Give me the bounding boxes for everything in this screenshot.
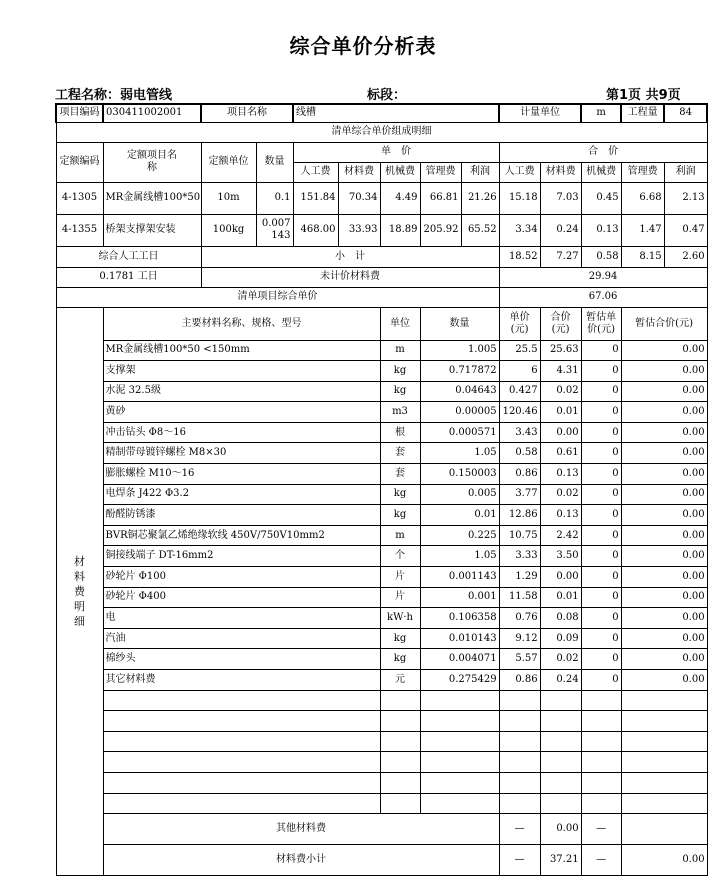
material-est-unit: 0 [581, 464, 621, 485]
name-value: 线槽 [293, 104, 499, 122]
material-est-unit [581, 772, 621, 793]
material-qty: 0.004071 [420, 649, 499, 670]
material-total: 0.61 [540, 443, 581, 464]
material-est-unit: 0 [581, 525, 621, 546]
empty-row [56, 793, 707, 814]
subtotal-machine: 0.58 [581, 246, 621, 267]
material-price: 5.57 [499, 649, 540, 670]
material-qty: 1.05 [420, 546, 499, 567]
material-est-total [621, 711, 707, 732]
code-label: 项目编码 [56, 104, 103, 122]
material-qty: 0.005 [420, 484, 499, 505]
tp-labor: 3.34 [499, 214, 540, 246]
mat-header-est-total: 暂估合价(元) [621, 307, 707, 340]
material-est-unit: 0 [581, 649, 621, 670]
tp-machine: 0.13 [581, 214, 621, 246]
header-quantity: 数量 [256, 142, 293, 182]
material-row [56, 464, 707, 485]
material-unit: m [380, 525, 420, 546]
material-est-total [621, 731, 707, 752]
material-qty: 0.225 [420, 525, 499, 546]
labor-days: 0.1781 工日 [56, 267, 201, 287]
material-row [56, 628, 707, 649]
material-price [499, 793, 540, 814]
material-price [499, 690, 540, 711]
material-total [540, 711, 581, 732]
mat-header-total: 合价(元) [540, 307, 581, 340]
material-row [56, 443, 707, 464]
material-price [499, 772, 540, 793]
material-name: 其它材料费 [103, 670, 380, 691]
material-qty: 0.106358 [420, 608, 499, 629]
material-total [540, 690, 581, 711]
header-unit-price: 单 价 [293, 142, 499, 162]
tp-material: 7.03 [540, 182, 581, 214]
material-qty: 0.04643 [420, 381, 499, 402]
material-unit [380, 793, 420, 814]
material-est-total: 0.00 [621, 608, 707, 629]
material-est-total [621, 793, 707, 814]
unpriced-label: 未计价材料费 [201, 267, 499, 287]
material-name [103, 711, 380, 732]
analysis-table [55, 103, 708, 876]
material-row [56, 608, 707, 629]
material-price: 25.5 [499, 340, 540, 361]
material-qty: 0.275429 [420, 670, 499, 691]
material-total: 0.24 [540, 670, 581, 691]
material-row [56, 587, 707, 608]
up-material: 70.34 [338, 182, 380, 214]
material-qty [420, 772, 499, 793]
up-management: 66.81 [420, 182, 461, 214]
material-qty: 0.150003 [420, 464, 499, 485]
material-total: 25.63 [540, 340, 581, 361]
material-unit [380, 752, 420, 773]
empty-row [56, 731, 707, 752]
mat-header-unit-price: 单价(元) [499, 307, 540, 340]
material-total [540, 752, 581, 773]
material-est-total: 0.00 [621, 670, 707, 691]
header-up-management: 管理费 [420, 162, 461, 182]
material-name: 汽油 [103, 628, 380, 649]
section-label: 标段： [367, 88, 407, 103]
material-price: 0.86 [499, 670, 540, 691]
quota-qty: 0.007143 [256, 214, 293, 246]
material-est-total: 0.00 [621, 567, 707, 588]
mat-header-name: 主要材料名称、规格、型号 [103, 307, 380, 340]
name-label: 项目名称 [201, 104, 293, 122]
material-total: 0.09 [540, 628, 581, 649]
material-price: 3.33 [499, 546, 540, 567]
material-name: 冲击钻头 Φ8～16 [103, 422, 380, 443]
material-price [499, 711, 540, 732]
material-est-total [621, 690, 707, 711]
material-est-unit: 0 [581, 628, 621, 649]
page-info: 第1页 共9页 [606, 88, 681, 103]
material-total: 3.50 [540, 546, 581, 567]
composite-label: 清单项目综合单价 [56, 287, 499, 307]
material-total: 0.02 [540, 381, 581, 402]
up-machine: 18.89 [380, 214, 420, 246]
material-unit: m3 [380, 402, 420, 423]
material-est-total: 0.00 [621, 422, 707, 443]
unit-label: 计量单位 [499, 104, 581, 122]
material-name: MR金属线槽100*50 <150mm [103, 340, 380, 361]
subtotal-management: 8.15 [621, 246, 664, 267]
material-est-total [621, 752, 707, 773]
material-qty: 0.00005 [420, 402, 499, 423]
material-unit [380, 711, 420, 732]
material-total: 0.02 [540, 484, 581, 505]
material-price [499, 752, 540, 773]
material-row [56, 505, 707, 526]
material-row [56, 422, 707, 443]
material-unit: kg [380, 361, 420, 382]
material-est-total: 0.00 [621, 381, 707, 402]
other-material-total: 0.00 [540, 814, 581, 845]
material-est-unit [581, 752, 621, 773]
tp-profit: 0.47 [664, 214, 707, 246]
material-total: 0.13 [540, 505, 581, 526]
material-unit: 片 [380, 587, 420, 608]
material-total: 0.01 [540, 402, 581, 423]
material-total: 0.01 [540, 587, 581, 608]
tp-machine: 0.45 [581, 182, 621, 214]
material-price: 10.75 [499, 525, 540, 546]
up-labor: 151.84 [293, 182, 338, 214]
quota-unit: 10m [201, 182, 256, 214]
tp-management: 6.68 [621, 182, 664, 214]
empty-row [56, 711, 707, 732]
material-est-total: 0.00 [621, 628, 707, 649]
header-total-price: 合 价 [499, 142, 707, 162]
header-quota-unit: 定额单位 [201, 142, 256, 182]
material-est-total: 0.00 [621, 587, 707, 608]
tp-labor: 15.18 [499, 182, 540, 214]
material-name: BVR铜芯聚氯乙烯绝缘软线 450V/750V10mm2 [103, 525, 380, 546]
up-labor: 468.00 [293, 214, 338, 246]
material-name: 砂轮片 Φ400 [103, 587, 380, 608]
mat-header-est-unit: 暂估单价(元) [581, 307, 621, 340]
header-tp-machine: 机械费 [581, 162, 621, 182]
material-total: 0.00 [540, 567, 581, 588]
material-est-unit: 0 [581, 567, 621, 588]
header-tp-management: 管理费 [621, 162, 664, 182]
other-material-row [56, 814, 707, 845]
material-row [56, 340, 707, 361]
other-material-est-total [621, 814, 707, 845]
material-price: 3.43 [499, 422, 540, 443]
material-subtotal-row [56, 845, 707, 876]
material-subtotal-price: — [499, 845, 540, 876]
header-up-machine: 机械费 [380, 162, 420, 182]
material-est-total: 0.00 [621, 443, 707, 464]
other-material-est: — [581, 814, 621, 845]
material-price [499, 731, 540, 752]
material-qty: 0.010143 [420, 628, 499, 649]
quota-name: MR金属线槽100*50 [103, 182, 201, 214]
material-unit: 套 [380, 464, 420, 485]
material-est-unit [581, 793, 621, 814]
header-up-labor: 人工费 [293, 162, 338, 182]
header-tp-labor: 人工费 [499, 162, 540, 182]
material-est-unit: 0 [581, 443, 621, 464]
page-title: 综合单价分析表 [289, 34, 437, 58]
material-price: 1.29 [499, 567, 540, 588]
material-name: 棉纱头 [103, 649, 380, 670]
quota-code: 4-1305 [56, 182, 103, 214]
material-row [56, 567, 707, 588]
material-unit: m [380, 340, 420, 361]
subtotal-labor: 18.52 [499, 246, 540, 267]
material-est-total [621, 772, 707, 793]
material-row [56, 484, 707, 505]
code-value: 030411002001 [103, 104, 201, 122]
material-name [103, 731, 380, 752]
material-qty [420, 690, 499, 711]
material-est-total: 0.00 [621, 464, 707, 485]
material-total: 2.42 [540, 525, 581, 546]
material-est-unit [581, 731, 621, 752]
mat-header-unit: 单位 [380, 307, 420, 340]
material-qty: 0.717872 [420, 361, 499, 382]
material-price: 11.58 [499, 587, 540, 608]
material-unit: kg [380, 381, 420, 402]
material-name: 支撑架 [103, 361, 380, 382]
qty-label: 工程量 [621, 104, 664, 122]
material-unit: kg [380, 628, 420, 649]
material-qty: 0.01 [420, 505, 499, 526]
material-est-unit: 0 [581, 587, 621, 608]
material-qty: 0.001 [420, 587, 499, 608]
material-est-unit: 0 [581, 402, 621, 423]
material-total: 4.31 [540, 361, 581, 382]
material-est-unit: 0 [581, 505, 621, 526]
material-unit: kg [380, 505, 420, 526]
material-est-unit: 0 [581, 422, 621, 443]
material-unit [380, 772, 420, 793]
unpriced-value: 29.94 [499, 267, 707, 287]
material-price: 0.58 [499, 443, 540, 464]
material-qty: 0.000571 [420, 422, 499, 443]
material-total: 0.02 [540, 649, 581, 670]
material-unit: kg [380, 649, 420, 670]
quota-code: 4-1355 [56, 214, 103, 246]
material-price: 0.427 [499, 381, 540, 402]
quota-name: 桥架支撑架安装 [103, 214, 201, 246]
table-row [56, 182, 707, 214]
material-est-total: 0.00 [621, 402, 707, 423]
material-est-total: 0.00 [621, 546, 707, 567]
material-row [56, 649, 707, 670]
table-row [56, 214, 707, 246]
material-name [103, 772, 380, 793]
up-profit: 21.26 [461, 182, 499, 214]
material-est-unit: 0 [581, 546, 621, 567]
material-row [56, 402, 707, 423]
material-est-unit [581, 690, 621, 711]
material-est-unit: 0 [581, 381, 621, 402]
material-est-unit: 0 [581, 670, 621, 691]
subtotal-label: 小 计 [201, 246, 499, 267]
material-est-unit: 0 [581, 484, 621, 505]
other-material-price: — [499, 814, 540, 845]
tp-management: 1.47 [621, 214, 664, 246]
material-unit [380, 731, 420, 752]
material-row [56, 361, 707, 382]
quota-unit: 100kg [201, 214, 256, 246]
composition-title: 清单综合单价组成明细 [56, 122, 707, 142]
material-price: 6 [499, 361, 540, 382]
other-material-label: 其他材料费 [103, 814, 499, 845]
up-profit: 65.52 [461, 214, 499, 246]
tp-profit: 2.13 [664, 182, 707, 214]
material-name: 铜接线端子 DT-16mm2 [103, 546, 380, 567]
material-total: 0.08 [540, 608, 581, 629]
unit-value: m [581, 104, 621, 122]
material-subtotal-est-total: 0.00 [621, 845, 707, 876]
material-est-total: 0.00 [621, 649, 707, 670]
item-info-row [56, 104, 707, 122]
material-qty [420, 793, 499, 814]
material-unit: 根 [380, 422, 420, 443]
material-est-unit: 0 [581, 340, 621, 361]
material-price: 12.86 [499, 505, 540, 526]
header-up-profit: 利润 [461, 162, 499, 182]
material-name: 电焊条 J422 Φ3.2 [103, 484, 380, 505]
material-unit: kg [380, 484, 420, 505]
quota-qty: 0.1 [256, 182, 293, 214]
material-price: 9.12 [499, 628, 540, 649]
material-qty: 1.05 [420, 443, 499, 464]
material-qty: 1.005 [420, 340, 499, 361]
material-est-total: 0.00 [621, 484, 707, 505]
material-total [540, 731, 581, 752]
material-row [56, 670, 707, 691]
empty-row [56, 752, 707, 773]
header-tp-profit: 利润 [664, 162, 707, 182]
material-qty [420, 711, 499, 732]
material-name: 酚醛防锈漆 [103, 505, 380, 526]
material-total: 0.00 [540, 422, 581, 443]
material-est-unit: 0 [581, 361, 621, 382]
material-unit: 个 [380, 546, 420, 567]
material-est-total: 0.00 [621, 340, 707, 361]
header-quota-code: 定额编码 [56, 142, 103, 182]
header-tp-material: 材料费 [540, 162, 581, 182]
material-est-total: 0.00 [621, 361, 707, 382]
material-unit: 套 [380, 443, 420, 464]
material-est-unit [581, 711, 621, 732]
composite-value: 67.06 [499, 287, 707, 307]
material-unit: kW·h [380, 608, 420, 629]
qty-value: 84 [664, 104, 707, 122]
material-total: 0.13 [540, 464, 581, 485]
empty-row [56, 772, 707, 793]
material-name [103, 793, 380, 814]
material-qty [420, 752, 499, 773]
material-price: 0.76 [499, 608, 540, 629]
material-unit: 元 [380, 670, 420, 691]
material-name [103, 690, 380, 711]
material-unit: 片 [380, 567, 420, 588]
material-subtotal-label: 材料费小计 [103, 845, 499, 876]
material-total [540, 772, 581, 793]
empty-row [56, 690, 707, 711]
material-unit [380, 690, 420, 711]
project-name: 工程名称：弱电管线 [55, 88, 173, 103]
material-price: 0.86 [499, 464, 540, 485]
subtotal-material: 7.27 [540, 246, 581, 267]
material-subtotal-total: 37.21 [540, 845, 581, 876]
material-total [540, 793, 581, 814]
material-name: 膨胀螺栓 M10～16 [103, 464, 380, 485]
material-qty: 0.001143 [420, 567, 499, 588]
material-row [56, 546, 707, 567]
material-row [56, 525, 707, 546]
material-name: 砂轮片 Φ100 [103, 567, 380, 588]
material-qty [420, 731, 499, 752]
material-name: 水泥 32.5级 [103, 381, 380, 402]
material-row [56, 381, 707, 402]
header-up-material: 材料费 [338, 162, 380, 182]
material-name: 黄砂 [103, 402, 380, 423]
up-management: 205.92 [420, 214, 461, 246]
material-subtotal-est: — [581, 845, 621, 876]
material-name: 精制带母镀锌螺栓 M8×30 [103, 443, 380, 464]
tp-material: 0.24 [540, 214, 581, 246]
subtotal-row [56, 246, 707, 267]
material-name [103, 752, 380, 773]
material-name: 电 [103, 608, 380, 629]
header-quota-name: 定额项目名称 [103, 142, 201, 182]
up-machine: 4.49 [380, 182, 420, 214]
subtotal-profit: 2.60 [664, 246, 707, 267]
materials-side-label: 材 料 费 明 细 [56, 307, 103, 876]
material-est-unit: 0 [581, 608, 621, 629]
material-est-total: 0.00 [621, 525, 707, 546]
up-material: 33.93 [338, 214, 380, 246]
labor-unit-label: 综合人工工日 [56, 246, 201, 267]
material-est-total: 0.00 [621, 505, 707, 526]
mat-header-qty: 数量 [420, 307, 499, 340]
material-price: 120.46 [499, 402, 540, 423]
material-price: 3.77 [499, 484, 540, 505]
